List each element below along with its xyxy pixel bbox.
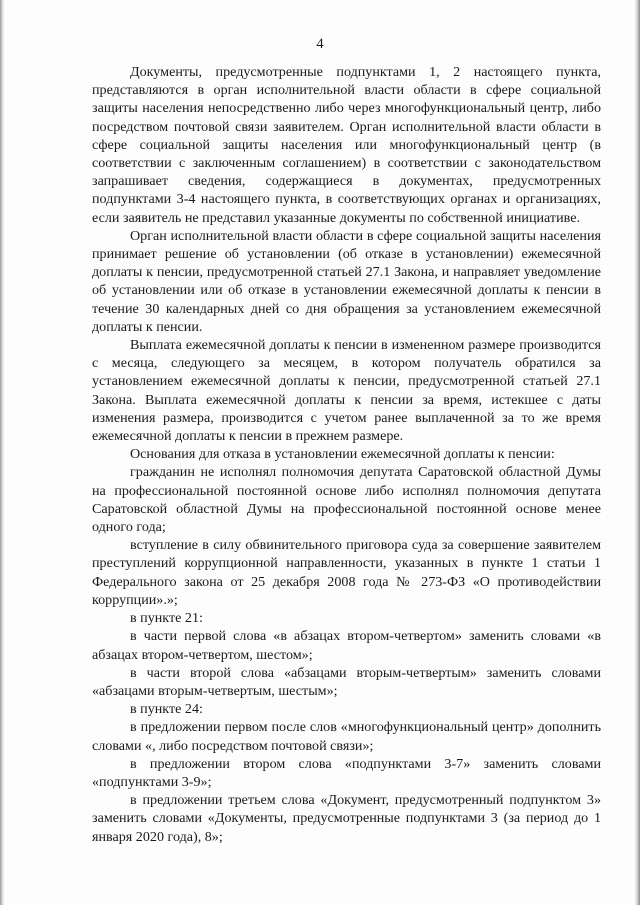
- document-body: [92, 63, 601, 846]
- paragraph-refusal-grounds-heading: Основания для отказа в установлении ежемесячной доплаты к пенсии:: [130, 446, 555, 463]
- scan-edge-left: [0, 0, 5, 905]
- paragraph-refusal-ground-1: гражданин не исполнял полномочия депутата Саратовской областной Думы на профессиональной постоянной основе либо исполнял полномочия депутата Саратовской областной Думы на профессиональной постоянной основе менее одного года;: [92, 464, 601, 536]
- paragraph-clause-21-part-1: в части первой слова «в абзацах втором-четвертом» заменить словами «в абзацах втором-четвертом, шестом»;: [92, 628, 601, 663]
- paragraph-decision: Орган исполнительной власти области в сфере социальной защиты населения принимает решение об установлении (об отказе в установлении) ежемесячной доплаты к пенсии, предусмотренной статьей 27.1 Закона, и направляет уведомление об установлении или об отказе в установлении ежемесячной доплаты к пенсии в течение 30 календарных дней со дня обращения за установлением ежемесячной доплаты к пенсии.: [92, 227, 601, 335]
- paragraph-clause-21: в пункте 21:: [130, 610, 203, 627]
- paragraph-payment-changed-amount: Выплата ежемесячной доплаты к пенсии в измененном размере производится с месяца, следующего за месяцем, в котором получатель обратился за установлением ежемесячной доплаты к пенсии, предусмотренной статьей 27.1 Закона. Выплата ежемесячной доплаты к пенсии за время, истекшее с даты изменения размера, производится с учетом ранее выплаченной за то же время ежемесячной доплаты к пенсии в прежнем размере.: [92, 337, 601, 445]
- paragraph-clause-24-sentence-2: в предложении втором слова «подпунктами 3-7» заменить словами «подпунктами 3-9»;: [92, 755, 601, 790]
- paragraph-clause-21-part-2: в части второй слова «абзацами вторым-четвертым» заменить словами «абзацами вторым-четвертым, шестым»;: [92, 664, 601, 699]
- paragraph-clause-24: в пункте 24:: [130, 701, 203, 718]
- paragraph-clause-24-sentence-1: в предложении первом после слов «многофункциональный центр» дополнить словами «, либо посредством почтовой связи»;: [92, 719, 601, 754]
- scan-edge-right: [634, 0, 640, 905]
- page-number: 4: [316, 36, 324, 52]
- paragraph-documents-submission: Документы, предусмотренные подпунктами 1, 2 настоящего пункта, представляются в орган исполнительной власти области в сфере социальной защиты населения непосредственно либо через многофункциональный центр, либо посредством почтовой связи заявителем. Орган исполнительной власти области в сфере социальной защиты населения или многофункциональный центр (в соответствии с заключенным соглашением) в соответствии с законодательством запрашивает сведения, содержащиеся в документах, предусмотренных подпунктами 3-4 настоящего пункта, в соответствующих органах и организациях, если заявитель не представил указанные документы по собственной инициативе.: [92, 64, 601, 226]
- paragraph-clause-24-sentence-3: в предложении третьем слова «Документ, предусмотренный подпунктом 3» заменить словами «Документы, предусмотренные подпунктами 3 (за период до 1 января 2020 года), 8»;: [92, 792, 601, 845]
- paragraph-refusal-ground-2: вступление в силу обвинительного приговора суда за совершение заявителем преступлений коррупционной направленности, указанных в пункте 1 статьи 1 Федерального закона от 25 декабря 2008 года № 273-ФЗ «О противодействии коррупции».»;: [92, 537, 601, 608]
